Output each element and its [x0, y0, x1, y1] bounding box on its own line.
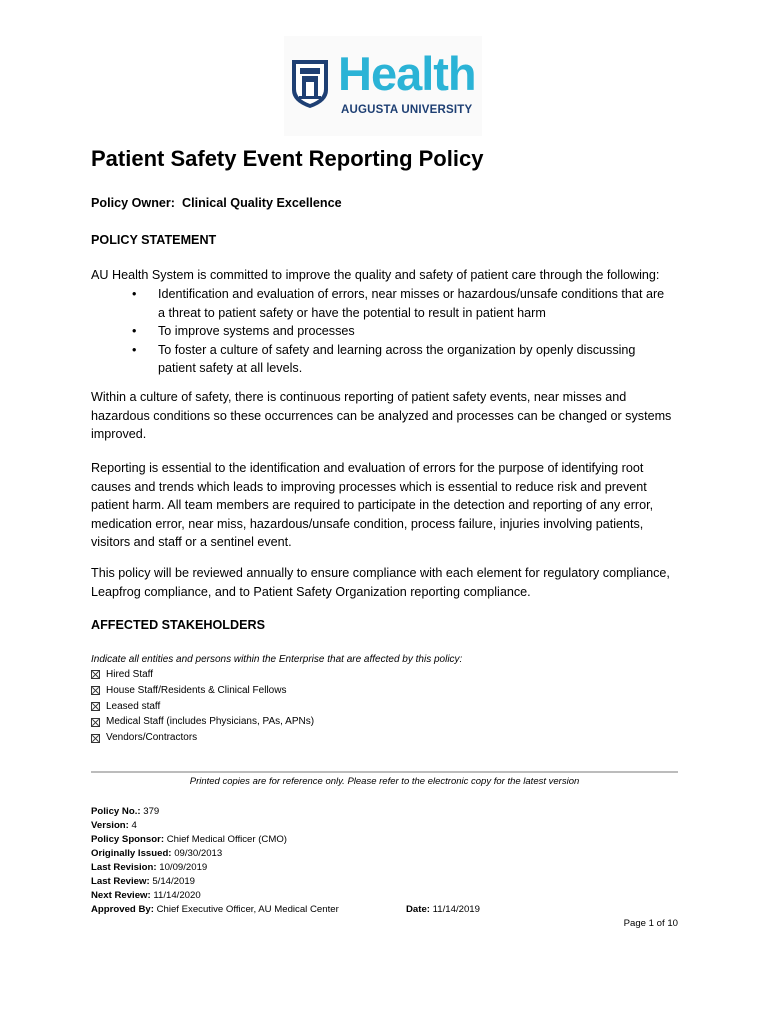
shield-icon [290, 58, 330, 110]
meta-version: Version: 4 [91, 820, 137, 831]
bullet-item: • Identification and evaluation of errors, near misses or hazardous/unsafe conditions that are a threat to patient safety or have the potential to result in patient harm [91, 285, 664, 322]
meta-last-review: Last Review: 5/14/2019 [91, 876, 196, 887]
policy-owner [91, 194, 342, 213]
footer-note: Printed copies are for reference only. Please refer to the electronic copy for the latest version [189, 776, 580, 787]
stakeholder-item: Medical Staff (includes Physicians, PAs, APNs) [91, 714, 314, 730]
footer-divider [91, 771, 678, 773]
meta-next-review: Next Review: 11/14/2020 [91, 890, 201, 901]
meta-last-revision: Last Revision: 10/09/2019 [91, 862, 208, 873]
meta-approved-by: Approved By: Chief Executive Officer, AU Medical Center [91, 904, 339, 915]
checked-box-icon[interactable] [91, 702, 100, 711]
checked-box-icon[interactable] [91, 670, 100, 679]
stakeholders-heading: AFFECTED STAKEHOLDERS [91, 618, 265, 632]
policy-intro: AU Health System is committed to improve the quality and safety of patient care through the following: [91, 268, 660, 282]
logo-subtitle: AUGUSTA UNIVERSITY [341, 104, 473, 116]
policy-owner-label: Policy Owner: [91, 196, 175, 210]
stakeholder-item: Leased staff [91, 699, 314, 715]
logo-wordmark: Health [338, 47, 476, 100]
stakeholders-instruction: Indicate all entities and persons within the Enterprise that are affected by this policy: [91, 654, 463, 665]
paragraph-reporting: Reporting is essential to the identification and evaluation of errors for the purpose of identifying root causes and trends which leads to improving processes which is essential to reduce risk and prevent patient harm. All team members are required to participate in the detection and reporting of any error, medication error, near miss, hazardous/unsafe condition, process failure, injuries involving patients, visitors and staff or a sentinel event. [91, 461, 654, 549]
paragraph-review: This policy will be reviewed annually to ensure compliance with each element for regulatory compliance, Leapfrog compliance, and to Patient Safety Organization reporting compliance. [91, 566, 670, 599]
stakeholder-item: House Staff/Residents & Clinical Fellows [91, 683, 314, 699]
meta-originally-issued: Originally Issued: 09/30/2013 [91, 848, 223, 859]
checked-box-icon[interactable] [91, 686, 100, 695]
checked-box-icon[interactable] [91, 718, 100, 727]
meta-date: Date: 11/14/2019 [406, 904, 480, 915]
meta-sponsor: Policy Sponsor: Chief Medical Officer (CMO) [91, 834, 288, 845]
policy-statement-heading: POLICY STATEMENT [91, 233, 217, 247]
stakeholder-item: Vendors/Contractors [91, 730, 314, 746]
page-number: Page 1 of 10 [623, 918, 678, 929]
paragraph-culture: Within a culture of safety, there is continuous reporting of patient safety events, near misses and hazardous conditions so these occurrences can be analyzed and processes can be changed or systems improved. [91, 390, 672, 441]
checked-box-icon[interactable] [91, 734, 100, 743]
bullet-item: • To foster a culture of safety and learning across the organization by openly discussing patient safety at all levels. [91, 341, 664, 378]
policy-owner-value: Clinical Quality Excellence [181, 196, 342, 210]
au-health-logo [284, 36, 482, 136]
stakeholder-item: Hired Staff [91, 667, 314, 683]
bullet-item: • To improve systems and processes [91, 322, 664, 341]
stakeholders-list [91, 667, 314, 746]
page-title: Patient Safety Event Reporting Policy [91, 146, 484, 171]
meta-policy-no: Policy No.: 379 [91, 806, 160, 817]
policy-bullets [91, 285, 664, 378]
